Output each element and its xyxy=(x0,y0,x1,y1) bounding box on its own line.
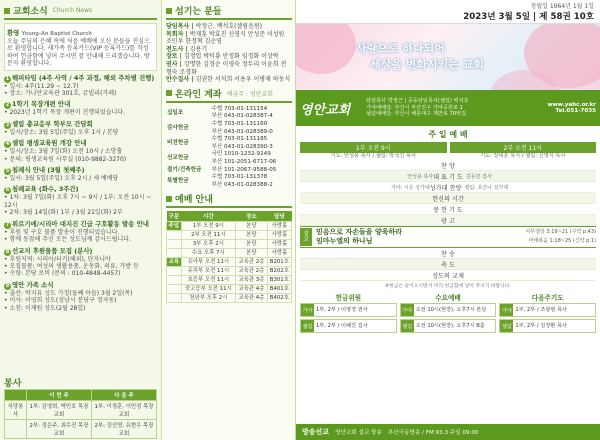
wednesday-service xyxy=(400,292,497,335)
event-place: 본당 xyxy=(236,231,268,240)
church-info xyxy=(366,98,547,118)
news-item-title xyxy=(4,74,157,83)
sermon-label: 설교 xyxy=(300,228,312,246)
news-item-number: 5 xyxy=(5,168,10,175)
news-list xyxy=(4,74,157,312)
address-gaya: 가야예배당: 부산시 부산진구 가야공원로 1 xyxy=(366,104,463,111)
volunteer-title: 봉사 xyxy=(4,379,22,389)
news-item-number: 1 xyxy=(5,75,10,82)
news-item-heading: 1학기 목장개편 안내 xyxy=(12,100,71,109)
event-time: 유치부 오전 11시 xyxy=(181,267,235,276)
card-item xyxy=(499,303,596,317)
news-item-heading: 위르기에/시리아 대지진 긴급 구호활동 발송 안내 xyxy=(12,219,149,228)
account-number-2: 부산 043-01-028389-0 xyxy=(211,128,273,135)
news-item-number: 3 xyxy=(5,121,10,128)
staff-names: 박정근, 백석호(셀림음원) xyxy=(195,23,263,30)
events-col-header: 장소 xyxy=(236,211,268,222)
order-row xyxy=(300,259,596,270)
staff-list xyxy=(166,23,292,84)
staff-row xyxy=(166,31,292,46)
news-item-heading: 침례교육 (화수, 3주간) xyxy=(12,185,79,194)
staff-role: 안수집사 | xyxy=(166,76,196,84)
news-item-title xyxy=(4,247,157,256)
broadcast-footer xyxy=(296,424,600,440)
order-label: 광 고 xyxy=(441,217,455,225)
square-icon xyxy=(4,8,10,14)
news-item-text: • 출산: 박지유 성도 가정(둘째 아들) 3월 2일(목) xyxy=(4,289,133,297)
account-header xyxy=(166,87,292,103)
card-title: 수요예배 xyxy=(435,294,461,302)
staff-row xyxy=(166,53,292,61)
volunteer-cell: 1부: 김영희, 박민호 목장교회 xyxy=(26,401,91,420)
news-item-text: • 함께 동참해 주신 모든 성도님께 감사드립니다. xyxy=(4,236,132,244)
pastor-info: 담임목사 박정근 | 공동담임목사(셀림) 백석호 xyxy=(366,97,469,104)
sermon-titles xyxy=(316,228,525,246)
staff-role: 담임목사 | xyxy=(166,23,196,30)
service-2-time: 2부 오전 11시 xyxy=(450,142,597,153)
event-group: 교육 xyxy=(167,258,182,267)
events-col-header: 구분 xyxy=(167,211,182,222)
account-owner: 예금주 : 영안교회 xyxy=(226,90,274,98)
event-group xyxy=(167,276,182,285)
service-1-staff: 기도: 안성용 목사 / 셀림: 박성진 목사 xyxy=(330,153,416,159)
card-item-tag: 셀림 xyxy=(301,320,314,332)
hero-banner xyxy=(296,24,600,90)
card-item-value: 1부, 2부 / 이혜진 집사 xyxy=(316,323,368,329)
card-item-value: 1부, 2부 / 김장환 목사 xyxy=(515,323,568,329)
staff-role: 장로 | xyxy=(166,53,184,61)
order-list xyxy=(300,160,596,226)
event-time: 3부 오후 2시 xyxy=(181,240,235,249)
news-item-heading: 침례식 안내 (3월 첫째주) xyxy=(12,166,85,175)
account-number-2: 부산 101-2051-6717-06 xyxy=(211,158,277,165)
news-item-text: • 소천: 이재원 성도(2월 28일) xyxy=(4,304,86,312)
church-contact xyxy=(547,102,596,114)
card-item-value: 1부, 2부 / 조광현 목사 xyxy=(515,307,568,313)
account-type: 십일조 xyxy=(167,109,184,116)
card-item-tag: 셀림 xyxy=(401,320,414,332)
account-type: 특별헌금 xyxy=(167,177,189,184)
news-item-text: • 이사: 이영희 성도(성남시 분당구 정자동) xyxy=(4,297,117,305)
volunteer-cell: 1부: 이정훈, 이민정 목장교회 xyxy=(91,401,156,420)
sermon-ref-2: 마태복음 1:18~25 (신약 p.1) xyxy=(528,238,596,244)
news-item-title xyxy=(4,220,157,229)
table-row xyxy=(167,276,292,285)
order-row xyxy=(300,160,596,171)
card-title: 헌금위원 xyxy=(335,294,362,302)
order-label: 성가대 찬양 xyxy=(429,184,462,192)
staff-title: 섬기는 분들 xyxy=(175,7,222,17)
order-row xyxy=(300,248,596,259)
welcome-text: 오늘 주님의 은혜 속에 처음 예배에 오신 분들을 진심으로 환영합니다. 새가족 등록카드(VIP 등록카드)를 작성하여 헌금함에 넣어 주시면 잘 안내해 드리겠습니다. 방문자 환영합니다. xyxy=(7,38,150,68)
sermon-refs xyxy=(525,228,596,246)
order-row xyxy=(300,204,596,215)
church-news-column xyxy=(0,0,162,440)
square-icon xyxy=(166,196,172,202)
volunteer-table xyxy=(4,389,157,439)
order-row xyxy=(300,270,596,281)
order-label: 축 도 xyxy=(441,261,455,269)
order-row xyxy=(300,215,596,226)
volunteer-cell: 2부: 강선영, 유현우 목장교회 xyxy=(91,420,156,439)
table-row xyxy=(166,151,292,166)
news-item-text: • 일시/장소: 3월 5일(주일) 오후 1시 / 본당 xyxy=(4,128,119,136)
church-logo: 영안교회 xyxy=(300,102,351,118)
event-room: B201호 xyxy=(267,258,291,267)
welcome-subtitle: Young-An Baptist Church xyxy=(21,31,92,37)
news-item-text: • 문의: 평생교육원 사무실 (010-9882-3270) xyxy=(4,155,127,163)
offering-committee xyxy=(300,292,397,335)
news-item-title xyxy=(4,139,157,148)
volunteer-cell: 2부: 정은주, 최수진 목장교회 xyxy=(26,420,91,439)
account-number-2: 부산 043-01-028390-3 xyxy=(211,143,273,150)
event-time: 1부 오전 9시 xyxy=(181,222,235,231)
news-item-title xyxy=(4,281,157,290)
table-row xyxy=(167,249,292,258)
account-numbers xyxy=(210,136,292,151)
order-list-2 xyxy=(300,248,596,281)
event-room: B402호 xyxy=(267,294,291,303)
account-type: 비전헌금 xyxy=(167,139,189,146)
staff-header xyxy=(166,4,292,20)
broadcast-title: 영안교회 설교 방송 xyxy=(335,430,382,436)
event-room: B202호 xyxy=(267,267,291,276)
card-item xyxy=(400,303,497,317)
order-label: 헌신의 시간 xyxy=(432,195,464,203)
order-note-left: 가야: 시온 성가대 xyxy=(390,184,430,191)
news-item-text: • 2023년 1학기 목장 개편이 진행되었습니다. xyxy=(4,109,126,117)
news-item-text: • 후원 및 구호 물품 발송이 진행되었습니다. xyxy=(4,228,120,236)
event-place: 교육관 2층 xyxy=(236,258,268,267)
card-item xyxy=(300,303,397,317)
account-numbers xyxy=(210,151,292,166)
staff-names: 박재훈 박효진 신영식 안성준 이성원 조민우 한정혁 김순영 xyxy=(166,30,285,46)
event-room: B301호 xyxy=(267,276,291,285)
news-item-heading: 셀림 평생교육원 개강 안내 xyxy=(12,139,87,148)
events-col-header: 시간 xyxy=(181,211,235,222)
event-place: 본당 xyxy=(236,222,268,231)
table-row xyxy=(166,106,292,121)
card-item-tag: 가야 xyxy=(401,304,414,316)
address-selim: 셀림예배당: 부산시 해운대구 재반로 70번길 xyxy=(366,111,467,118)
welcome-box xyxy=(4,23,157,71)
staff-names: 김정업 박덕룡 안정화 임정화 이상락 xyxy=(183,53,279,61)
info-cards xyxy=(296,292,600,335)
square-icon xyxy=(166,8,172,14)
issue-bar xyxy=(296,0,600,24)
table-row xyxy=(166,174,292,189)
event-group xyxy=(167,285,182,294)
event-time: 중고등부 오전 11시 xyxy=(181,285,235,294)
event-time: 수요 오후 7시 xyxy=(181,249,235,258)
staff-row xyxy=(166,76,292,84)
order-label: 찬 양 xyxy=(441,162,455,170)
account-number-2: 부산 043-01-028388-2 xyxy=(211,181,273,188)
service-2-staff: 기도: 장대훈 목사 / 셀림: 신영식 목사 xyxy=(480,153,566,159)
news-item-title xyxy=(4,120,157,129)
event-place: 교육관 3층 xyxy=(236,276,268,285)
event-group xyxy=(167,249,182,258)
church-news-header xyxy=(4,4,157,20)
account-type: 절기/건축헌금 xyxy=(167,166,202,173)
table-row xyxy=(167,258,292,267)
order-label: 찬 송 xyxy=(441,250,455,258)
staff-row xyxy=(166,61,292,76)
event-time: 2부 오전 11시 xyxy=(181,231,235,240)
account-type: 감사헌금 xyxy=(167,124,189,131)
account-number-1: 수협 703-01-131160 xyxy=(211,120,268,127)
church-news-title: 교회소식 xyxy=(13,7,48,17)
slogan-line-1: 사랑으로 하나되어 xyxy=(356,42,445,55)
table-row xyxy=(166,167,292,175)
events-title: 예배 안내 xyxy=(175,195,213,206)
table-row xyxy=(5,401,157,420)
table-row xyxy=(167,285,292,294)
card-item xyxy=(400,319,497,333)
sermon-row xyxy=(300,226,596,248)
account-numbers xyxy=(210,106,292,121)
news-item-title xyxy=(4,166,157,175)
event-room: B401호 xyxy=(267,285,291,294)
staff-role: 전도사 | xyxy=(166,45,190,53)
service-2 xyxy=(450,142,597,160)
event-place: 교육관 2층 xyxy=(236,267,268,276)
staff-column xyxy=(162,0,296,440)
table-row xyxy=(167,240,292,249)
event-group xyxy=(167,240,182,249)
account-numbers xyxy=(210,121,292,136)
card-item-tag: 셀림 xyxy=(500,320,513,332)
news-item-text: • 모집물품: 여성의 생활용품, 운동화, 의류, 가방 등 xyxy=(4,262,139,270)
card-item xyxy=(499,319,596,333)
event-place: 교육관 4층 xyxy=(236,294,268,303)
website-link[interactable]: www.yabc.or.kr xyxy=(547,102,596,108)
event-room: 사랑홀 xyxy=(267,249,291,258)
account-number-1: 수협 703-01-131185 xyxy=(211,136,268,143)
news-item-heading: 영안 가족 소식 xyxy=(12,280,54,289)
table-row xyxy=(167,231,292,240)
account-number-1: 부산 101-2067-9588-05 xyxy=(211,166,277,173)
order-label: 대 표 기 도 xyxy=(433,173,463,181)
volunteer-row-label xyxy=(5,420,27,439)
account-number-2: 부산 043-01-028387-4 xyxy=(211,113,273,120)
welcome-title: 환영 xyxy=(7,29,20,37)
broadcast-schedule: 부산극동방송 / FM 93.3 주일 09:00 xyxy=(387,430,479,436)
worship-title: 주 일 예 배 xyxy=(428,130,468,139)
card-item-value: 오전 10시(현장), 오후7시 본당 xyxy=(415,307,487,313)
event-room: 사랑홀 xyxy=(267,231,291,240)
event-time: 청년부 오후 2시 xyxy=(181,294,235,303)
sermon-ref-1: 사무엘상 3:19~21 (구약 p.43) xyxy=(525,229,596,235)
news-item-text: • 일시: 3월 5일(주일) 오후 2시 / 세 예배당 xyxy=(4,175,119,183)
staff-role: 목회자 | xyxy=(166,30,190,38)
volunteer-col-label xyxy=(5,390,27,401)
news-item-text: • 후원지역: 시리아/터키(해외), 탄자니아 xyxy=(4,255,111,263)
card-item-value: 1부, 2부 / 이영경 권사 xyxy=(316,307,368,313)
volunteer-col-this-week: 이 번 주 xyxy=(26,390,91,401)
order-row xyxy=(300,182,596,193)
volunteer-row-label: 식당봉사 xyxy=(5,401,27,420)
order-note-left: 안성용 목사 xyxy=(407,173,434,180)
table-row xyxy=(166,136,292,151)
news-item-text: • 2차: 3월 14일(화) 1부 / 3월 21일(화) 2부 xyxy=(4,209,123,217)
events-col-header: 담당 xyxy=(267,211,291,222)
table-row xyxy=(167,222,292,231)
table-row xyxy=(166,121,292,136)
event-time: 초등부 오전 11시 xyxy=(181,276,235,285)
event-group: 주일 xyxy=(167,222,182,231)
news-item-text: • 수령: 본당 로비 (문의 : 010-4848-4457) xyxy=(4,270,121,278)
order-label: 봉 헌 기 도 xyxy=(433,206,463,214)
service-headers xyxy=(300,142,596,160)
news-item-number: 6 xyxy=(5,187,10,194)
order-row xyxy=(300,171,596,182)
events-header xyxy=(166,192,292,208)
order-note-right: 김동민 집사 xyxy=(465,173,492,180)
church-news-subtitle: Church News xyxy=(52,7,93,14)
account-number-1: 국민 1010-1232-9249 xyxy=(211,151,271,158)
staff-row xyxy=(166,23,292,31)
slogan-line-2: 세상을 변화시키는 교회 xyxy=(370,58,484,71)
service-1 xyxy=(300,142,447,160)
event-group xyxy=(167,231,182,240)
staff-names: 김용기 xyxy=(189,45,208,53)
offering-note: ※헌금은 들어오시면서 미리 헌금함에 넣어 주시기 바랍니다. xyxy=(385,284,511,289)
sermon-title-2: 임마누엘의 하나님 xyxy=(316,237,373,245)
volunteer-col-next-week: 다 음 주 xyxy=(91,390,156,401)
phone-number: Tel.051-7035 xyxy=(555,108,596,114)
event-place: 본당 xyxy=(236,240,268,249)
event-place: 교육관 4층 xyxy=(236,285,268,294)
news-item-text: • 일시/장소: 3월 7일(화) 오전 10시 / 소망홀 xyxy=(4,148,123,156)
news-item-text: • 일시: 4주(11.29 ~ 12.7) xyxy=(4,82,79,90)
account-numbers xyxy=(210,167,292,175)
issue-number: 2023년 3월 5일 | 제 58권 10호 xyxy=(463,12,594,22)
square-icon xyxy=(166,90,172,96)
news-item-heading: 해피타임 (4주 사역 / 4주 과정, 해외 주차별 진행) xyxy=(12,73,155,82)
event-time: 유아부 오전 11시 xyxy=(181,258,235,267)
account-table xyxy=(166,106,292,190)
news-item-number: 8 xyxy=(5,248,10,255)
event-group xyxy=(167,294,182,303)
news-item-heading: 셀림 총교응부 학부모 간담회 xyxy=(12,119,93,128)
next-week-prayer xyxy=(499,292,596,335)
staff-role: 권사 | xyxy=(166,60,184,68)
order-label: 성도의 교제 xyxy=(432,272,464,280)
staff-names: 강명한 김경순 이영숙 정두리 이윤희 전형숙 조경화 xyxy=(166,60,287,76)
table-row xyxy=(167,267,292,276)
card-title: 다음주기도 xyxy=(531,294,564,302)
staff-names: 김권한 서석희 서용우 이병재 하동식 xyxy=(195,76,291,84)
event-group xyxy=(167,267,182,276)
card-item-value: 오전 10시(현장), 오후7시 B홀 xyxy=(415,323,485,329)
event-place: 본당 xyxy=(236,249,268,258)
worship-order xyxy=(296,126,600,292)
news-item-heading: 선교지 후원물품 모집 (분사) xyxy=(12,246,93,255)
account-type: 선교헌금 xyxy=(167,155,189,162)
account-number-1: 수협 703-01-131154 xyxy=(211,105,268,112)
card-item-tag: 가야 xyxy=(500,304,513,316)
sermon-title-1: 믿음으로 자손들을 양육하라 xyxy=(316,228,403,236)
table-row xyxy=(5,420,157,439)
table-row xyxy=(167,294,292,303)
volunteer-section xyxy=(4,376,157,436)
blossom-decoration xyxy=(296,24,356,74)
account-number-1: 수협 703-01-131378 xyxy=(211,174,268,181)
church-info-bar xyxy=(296,90,600,126)
service-1-time: 1부 오전 9시 xyxy=(300,142,447,153)
card-item-tag: 가야 xyxy=(301,304,314,316)
events-table xyxy=(166,211,292,303)
news-item-number: 7 xyxy=(5,221,10,228)
account-numbers xyxy=(210,174,292,189)
bulletin-main-column xyxy=(296,0,600,440)
order-row xyxy=(300,193,596,204)
news-item-text: • 1차: 3월 7일(화) 오후 7시 ~ 9시 / 1부: 오전 10시 ~ 12시 xyxy=(4,194,152,209)
news-item-number: 2 xyxy=(5,102,10,109)
order-note-right: 셀림: 호산나 성가대 xyxy=(464,184,509,191)
event-room: 사랑홀 xyxy=(267,222,291,231)
news-item-text: • 장소: 가나안교육관 301호, 쥬빌리(카페) xyxy=(4,90,117,98)
founded-date: 창립일 1964년 1월 1일 xyxy=(530,3,594,10)
card-item xyxy=(300,319,397,333)
event-room: 사랑홀 xyxy=(267,240,291,249)
account-title: 온라인 계좌 xyxy=(175,89,222,100)
table-header-row xyxy=(167,211,292,222)
broadcast-label: 방송선교 xyxy=(302,428,330,436)
news-item-number: 9 xyxy=(5,282,10,289)
news-item-number: 4 xyxy=(5,141,10,148)
